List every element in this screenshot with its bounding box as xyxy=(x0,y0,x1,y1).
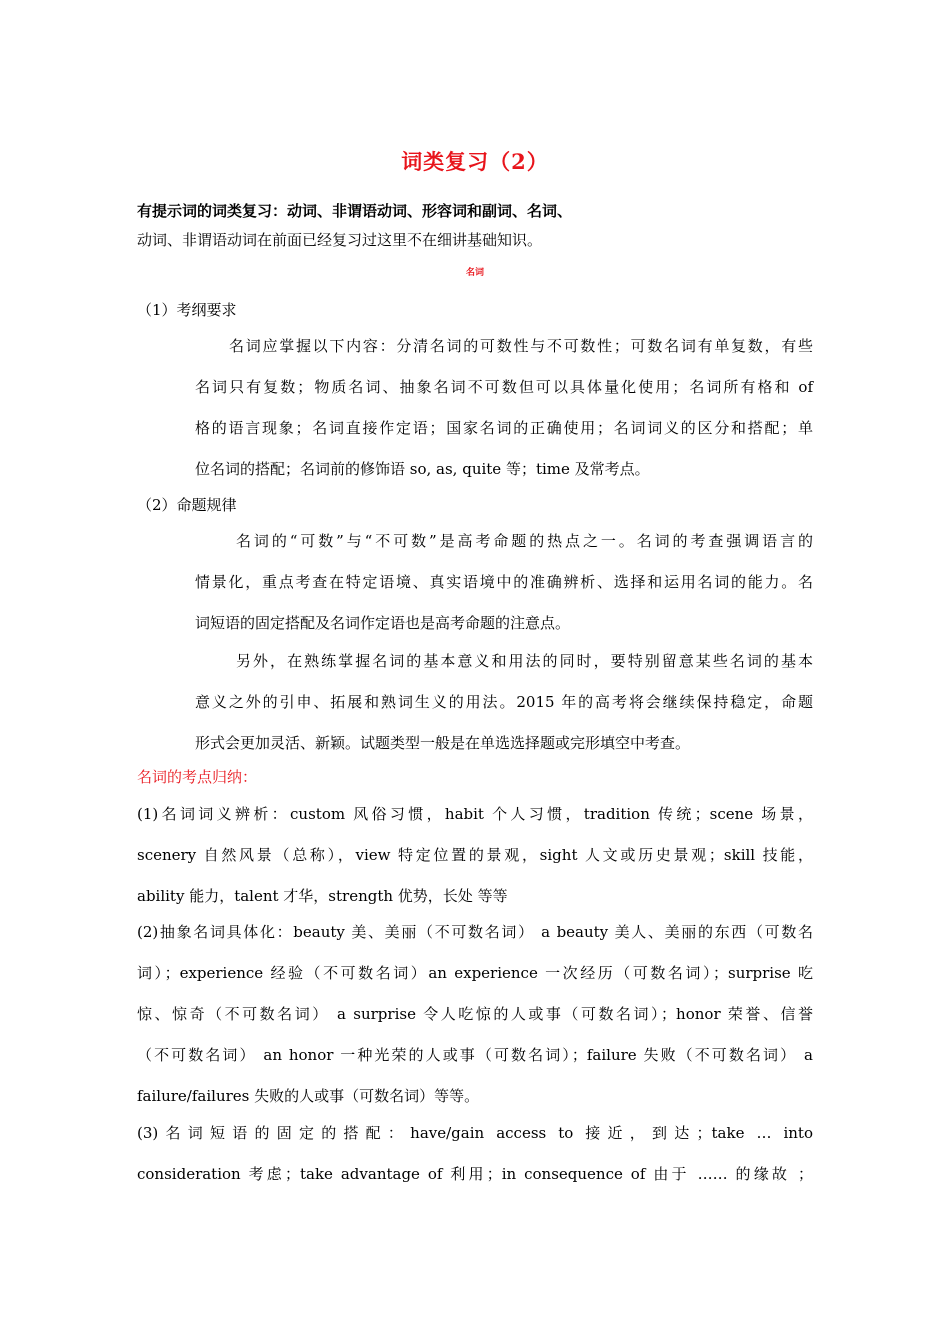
part2-para2-line: 意义之外的引申、拓展和熟词生义的用法。2015 年的高考将会继续保持稳定，命题 xyxy=(195,693,813,711)
part2-para2-line: 形式会更加灵活、新颖。试题类型一般是在单选选择题或完形填空中考查。 xyxy=(195,734,691,752)
intro-note: 动词、非谓语动词在前面已经复习过这里不在细讲基础知识。 xyxy=(137,231,543,249)
part2-para1-line: 情景化，重点考查在特定语境、真实语境中的准确辨析、选择和运用名词的能力。名 xyxy=(195,573,813,591)
point1-line: (1)名词词义辨析：custom 风俗习惯，habit 个人习惯，tradition 传统；scene 场景， xyxy=(137,805,813,823)
part2-para2-line: 另外，在熟练掌握名词的基本意义和用法的同时，要特别留意某些名词的基本 xyxy=(236,652,813,670)
part1-line: 位名词的搭配；名词前的修饰语 so, as, quite 等；time 及常考点。 xyxy=(195,460,650,478)
point2-line: 惊、惊奇（不可数名词） a surprise 令人吃惊的人或事（可数名词）；honor 荣誉、信誉 xyxy=(137,1005,813,1023)
point3-line: consideration 考虑；take advantage of 利用；in consequence of 由于 …… 的缘故 ； xyxy=(137,1165,813,1183)
part2-label: （2）命题规律 xyxy=(137,496,237,514)
point1-line: scenery 自然风景（总称），view 特定位置的景观，sight 人文或历史景观；skill 技能， xyxy=(137,846,813,864)
point2-line: failure/failures 失败的人或事（可数名词）等等。 xyxy=(137,1087,480,1105)
summary-heading: 名词的考点归纳： xyxy=(137,768,258,786)
point1-line: ability 能力，talent 才华，strength 优势，长处 等等 xyxy=(137,887,508,905)
part1-line: 名词只有复数；物质名词、抽象名词不可数但可以具体量化使用；名词所有格和 of xyxy=(195,378,813,396)
document-title: 词类复习（2） xyxy=(401,149,549,174)
point3-line: (3)名词短语的固定的搭配：have/gain access to 接近，到达；take … into xyxy=(137,1124,813,1142)
point2-line: (2)抽象名词具体化：beauty 美、美丽（不可数名词） a beauty 美人、美丽的东西（可数名 xyxy=(137,923,813,941)
part2-para1-line: 名词的“可数”与“不可数”是高考命题的热点之一。名词的考查强调语言的 xyxy=(236,532,813,550)
part1-line: 格的语言现象；名词直接作定语；国家名词的正确使用；名词词义的区分和搭配；单 xyxy=(195,419,813,437)
part1-label: （1）考纲要求 xyxy=(137,301,237,319)
section-title: 名词 xyxy=(465,268,484,278)
point2-line: （不可数名词） an honor 一种光荣的人或事（可数名词）；failure 失败（不可数名词） a xyxy=(137,1046,813,1064)
intro-heading: 有提示词的词类复习：动词、非谓语动词、形容词和副词、名词、 xyxy=(137,202,573,220)
point2-line: 词）；experience 经验（不可数名词）an experience 一次经历（可数名词）；surprise 吃 xyxy=(137,964,813,982)
part2-para1-line: 词短语的固定搭配及名词作定语也是高考命题的注意点。 xyxy=(195,614,571,632)
part1-line: 名词应掌握以下内容：分清名词的可数性与不可数性；可数名词有单复数，有些 xyxy=(229,337,813,355)
